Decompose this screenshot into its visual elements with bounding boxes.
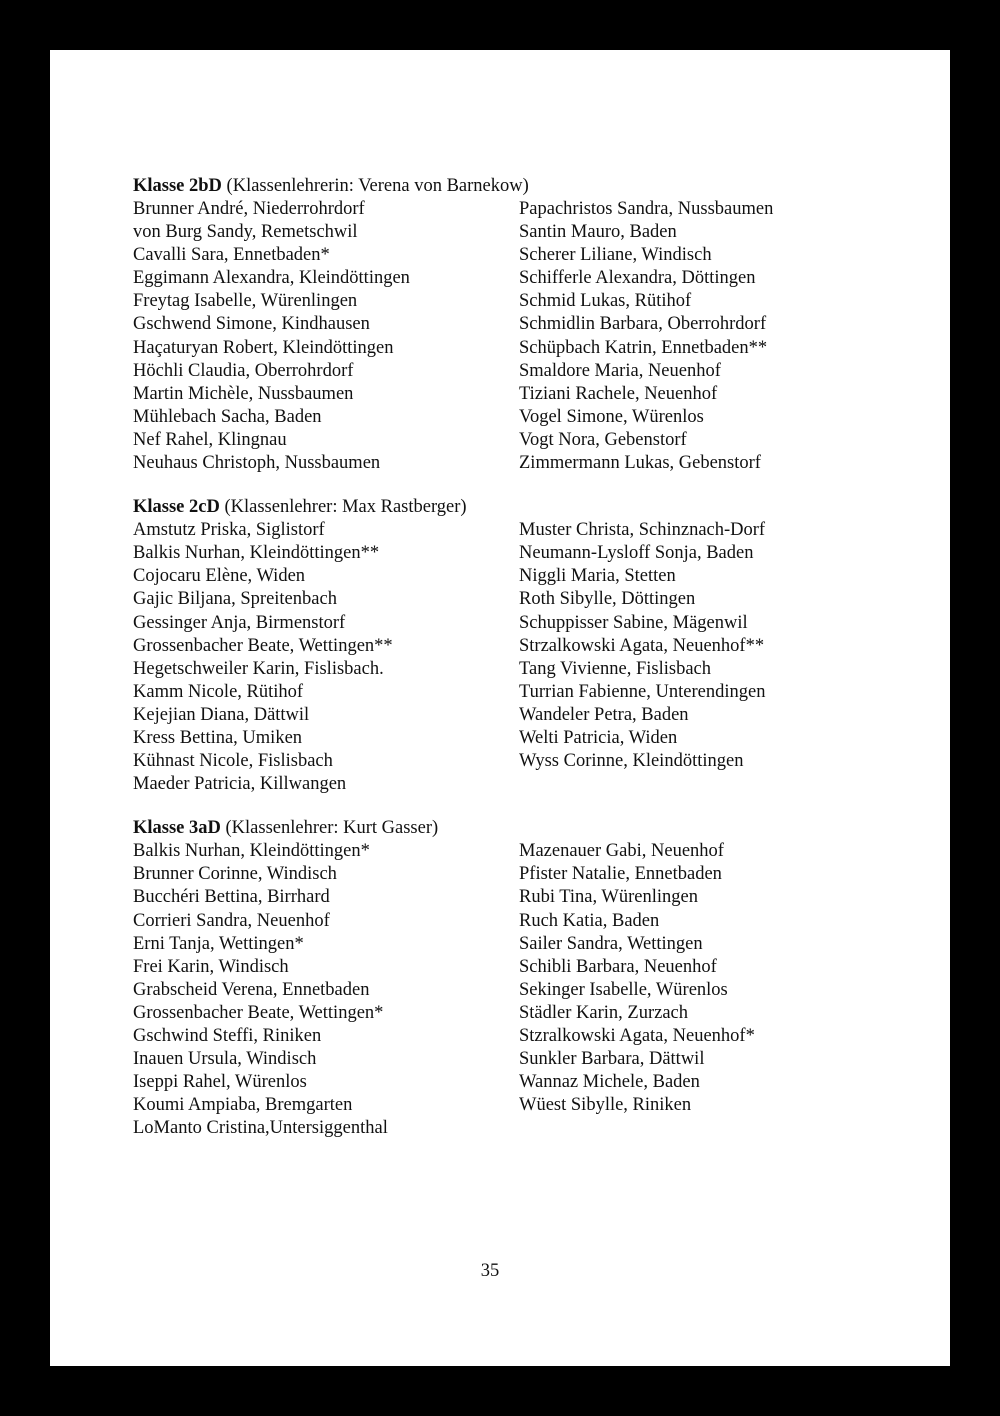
student-entry: Ruch Katia, Baden xyxy=(519,910,660,931)
student-entry: Santin Mauro, Baden xyxy=(519,222,677,243)
section-heading xyxy=(133,175,913,198)
student-entry: Grabscheid Verena, Ennetbaden xyxy=(133,979,370,1000)
student-entry: Schuppisser Sabine, Mägenwil xyxy=(519,612,748,633)
class-name: Klasse 2cD xyxy=(133,497,220,518)
student-entry: Corrieri Sandra, Neuenhof xyxy=(133,910,330,931)
student-entry: Turrian Fabienne, Unterendingen xyxy=(519,681,766,702)
student-entry: Schmidlin Barbara, Oberrohrdorf xyxy=(519,314,767,335)
student-entry: Eggimann Alexandra, Kleindöttingen xyxy=(133,268,410,289)
student-entry: Amstutz Priska, Siglistorf xyxy=(133,520,325,541)
student-entry: Smaldore Maria, Neuenhof xyxy=(519,360,721,381)
student-entry: Grossenbacher Beate, Wettingen* xyxy=(133,1002,384,1023)
student-entry: Roth Sibylle, Döttingen xyxy=(519,589,696,610)
student-entry: LoManto Cristina,Untersiggenthal xyxy=(133,1118,388,1139)
document-page xyxy=(50,50,950,1366)
student-entry: Brunner Corinne, Windisch xyxy=(133,864,337,885)
student-entry: Iseppi Rahel, Würenlos xyxy=(133,1072,307,1093)
section-heading xyxy=(133,496,913,519)
student-entry: Nef Rahel, Klingnau xyxy=(133,429,287,450)
student-entry: Tang Vivienne, Fislisbach xyxy=(519,658,711,679)
student-entry: Grossenbacher Beate, Wettingen** xyxy=(133,635,393,656)
student-entry: Pfister Natalie, Ennetbaden xyxy=(519,864,722,885)
student-entry: Schmid Lukas, Rütihof xyxy=(519,291,692,312)
class-name: Klasse 3aD xyxy=(133,818,221,839)
student-column-right xyxy=(519,840,913,1140)
student-entry: Freytag Isabelle, Würenlingen xyxy=(133,291,358,312)
student-entry: Städler Karin, Zurzach xyxy=(519,1002,688,1023)
student-entry: Neumann-Lysloff Sonja, Baden xyxy=(519,543,754,564)
student-entry: Brunner André, Niederrohrdorf xyxy=(133,199,365,219)
student-entry: Schifferle Alexandra, Döttingen xyxy=(519,268,756,289)
student-entry: Cojocaru Elène, Widen xyxy=(133,566,306,587)
student-entry: Vogel Simone, Würenlos xyxy=(519,406,704,427)
student-entry: Wüest Sibylle, Riniken xyxy=(519,1095,692,1116)
class-lists xyxy=(133,175,913,1140)
student-entry: Sunkler Barbara, Dättwil xyxy=(519,1049,705,1070)
student-entry: Neuhaus Christoph, Nussbaumen xyxy=(133,453,381,474)
student-entry: Martin Michèle, Nussbaumen xyxy=(133,383,354,404)
student-entry: Scherer Liliane, Windisch xyxy=(519,245,712,266)
student-entry: Wandeler Petra, Baden xyxy=(519,704,689,725)
student-entry: Gschwend Simone, Kindhausen xyxy=(133,314,370,335)
student-entry: von Burg Sandy, Remetschwil xyxy=(133,222,358,243)
student-column-right xyxy=(519,198,913,475)
student-entry: Kress Bettina, Umiken xyxy=(133,727,303,748)
student-entry: Frei Karin, Windisch xyxy=(133,956,289,977)
student-entry: Schibli Barbara, Neuenhof xyxy=(519,956,717,977)
student-entry: Mühlebach Sacha, Baden xyxy=(133,406,322,427)
student-entry: Vogt Nora, Gebenstorf xyxy=(519,429,687,450)
student-entry: Haçaturyan Robert, Kleindöttingen xyxy=(133,337,394,358)
teacher-name: (Klassenlehrerin: Verena von Barnekow) xyxy=(226,176,529,196)
class-name: Klasse 2bD xyxy=(133,176,222,196)
teacher-name: (Klassenlehrer: Max Rastberger) xyxy=(224,497,467,518)
student-entry: Wyss Corinne, Kleindöttingen xyxy=(519,751,744,772)
student-column-right xyxy=(519,519,913,796)
student-entry: Sekinger Isabelle, Würenlos xyxy=(519,979,728,1000)
student-entry: Schüpbach Katrin, Ennetbaden** xyxy=(519,337,768,358)
student-entry: Rubi Tina, Würenlingen xyxy=(519,887,699,908)
student-entry: Sailer Sandra, Wettingen xyxy=(519,933,703,954)
student-entry: Wannaz Michele, Baden xyxy=(519,1072,700,1093)
student-entry: Kejejian Diana, Dättwil xyxy=(133,704,310,725)
student-entry: Kühnast Nicole, Fislisbach xyxy=(133,751,333,772)
student-entry: Kamm Nicole, Rütihof xyxy=(133,681,304,702)
student-entry: Muster Christa, Schinznach-Dorf xyxy=(519,520,766,541)
student-entry: Tiziani Rachele, Neuenhof xyxy=(519,383,718,404)
student-entry: Koumi Ampiaba, Bremgarten xyxy=(133,1095,353,1116)
student-entry: Strzalkowski Agata, Neuenhof** xyxy=(519,635,765,656)
student-column-left xyxy=(133,198,519,475)
student-entry: Papachristos Sandra, Nussbaumen xyxy=(519,199,774,219)
student-entry: Gschwind Steffi, Riniken xyxy=(133,1026,322,1046)
section-heading xyxy=(133,817,913,840)
student-entry: Hegetschweiler Karin, Fislisbach. xyxy=(133,658,384,679)
teacher-name: (Klassenlehrer: Kurt Gasser) xyxy=(225,818,439,839)
student-entry: Erni Tanja, Wettingen* xyxy=(133,933,304,954)
student-entry: Balkis Nurhan, Kleindöttingen** xyxy=(133,543,380,564)
student-entry: Gessinger Anja, Birmenstorf xyxy=(133,612,346,633)
student-entry: Welti Patricia, Widen xyxy=(519,727,678,748)
page-number: 35 xyxy=(480,1261,500,1281)
student-entry: Maeder Patricia, Killwangen xyxy=(133,774,347,795)
class-section-2bd xyxy=(133,175,913,475)
student-column-left xyxy=(133,840,519,1140)
student-entry: Bucchéri Bettina, Birrhard xyxy=(133,887,330,908)
student-entry: Mazenauer Gabi, Neuenhof xyxy=(519,841,724,862)
student-entry: Gajic Biljana, Spreitenbach xyxy=(133,589,337,610)
student-entry: Inauen Ursula, Windisch xyxy=(133,1049,317,1070)
student-entry: Zimmermann Lukas, Gebenstorf xyxy=(519,453,761,474)
class-section-2cd xyxy=(133,496,913,796)
student-column-left xyxy=(133,519,519,796)
class-section-3ad xyxy=(133,817,913,1140)
student-entry: Cavalli Sara, Ennetbaden* xyxy=(133,245,330,266)
student-entry: Niggli Maria, Stetten xyxy=(519,566,676,587)
student-entry: Balkis Nurhan, Kleindöttingen* xyxy=(133,841,370,862)
student-entry: Stzralkowski Agata, Neuenhof* xyxy=(519,1026,755,1046)
student-entry: Höchli Claudia, Oberrohrdorf xyxy=(133,360,354,381)
